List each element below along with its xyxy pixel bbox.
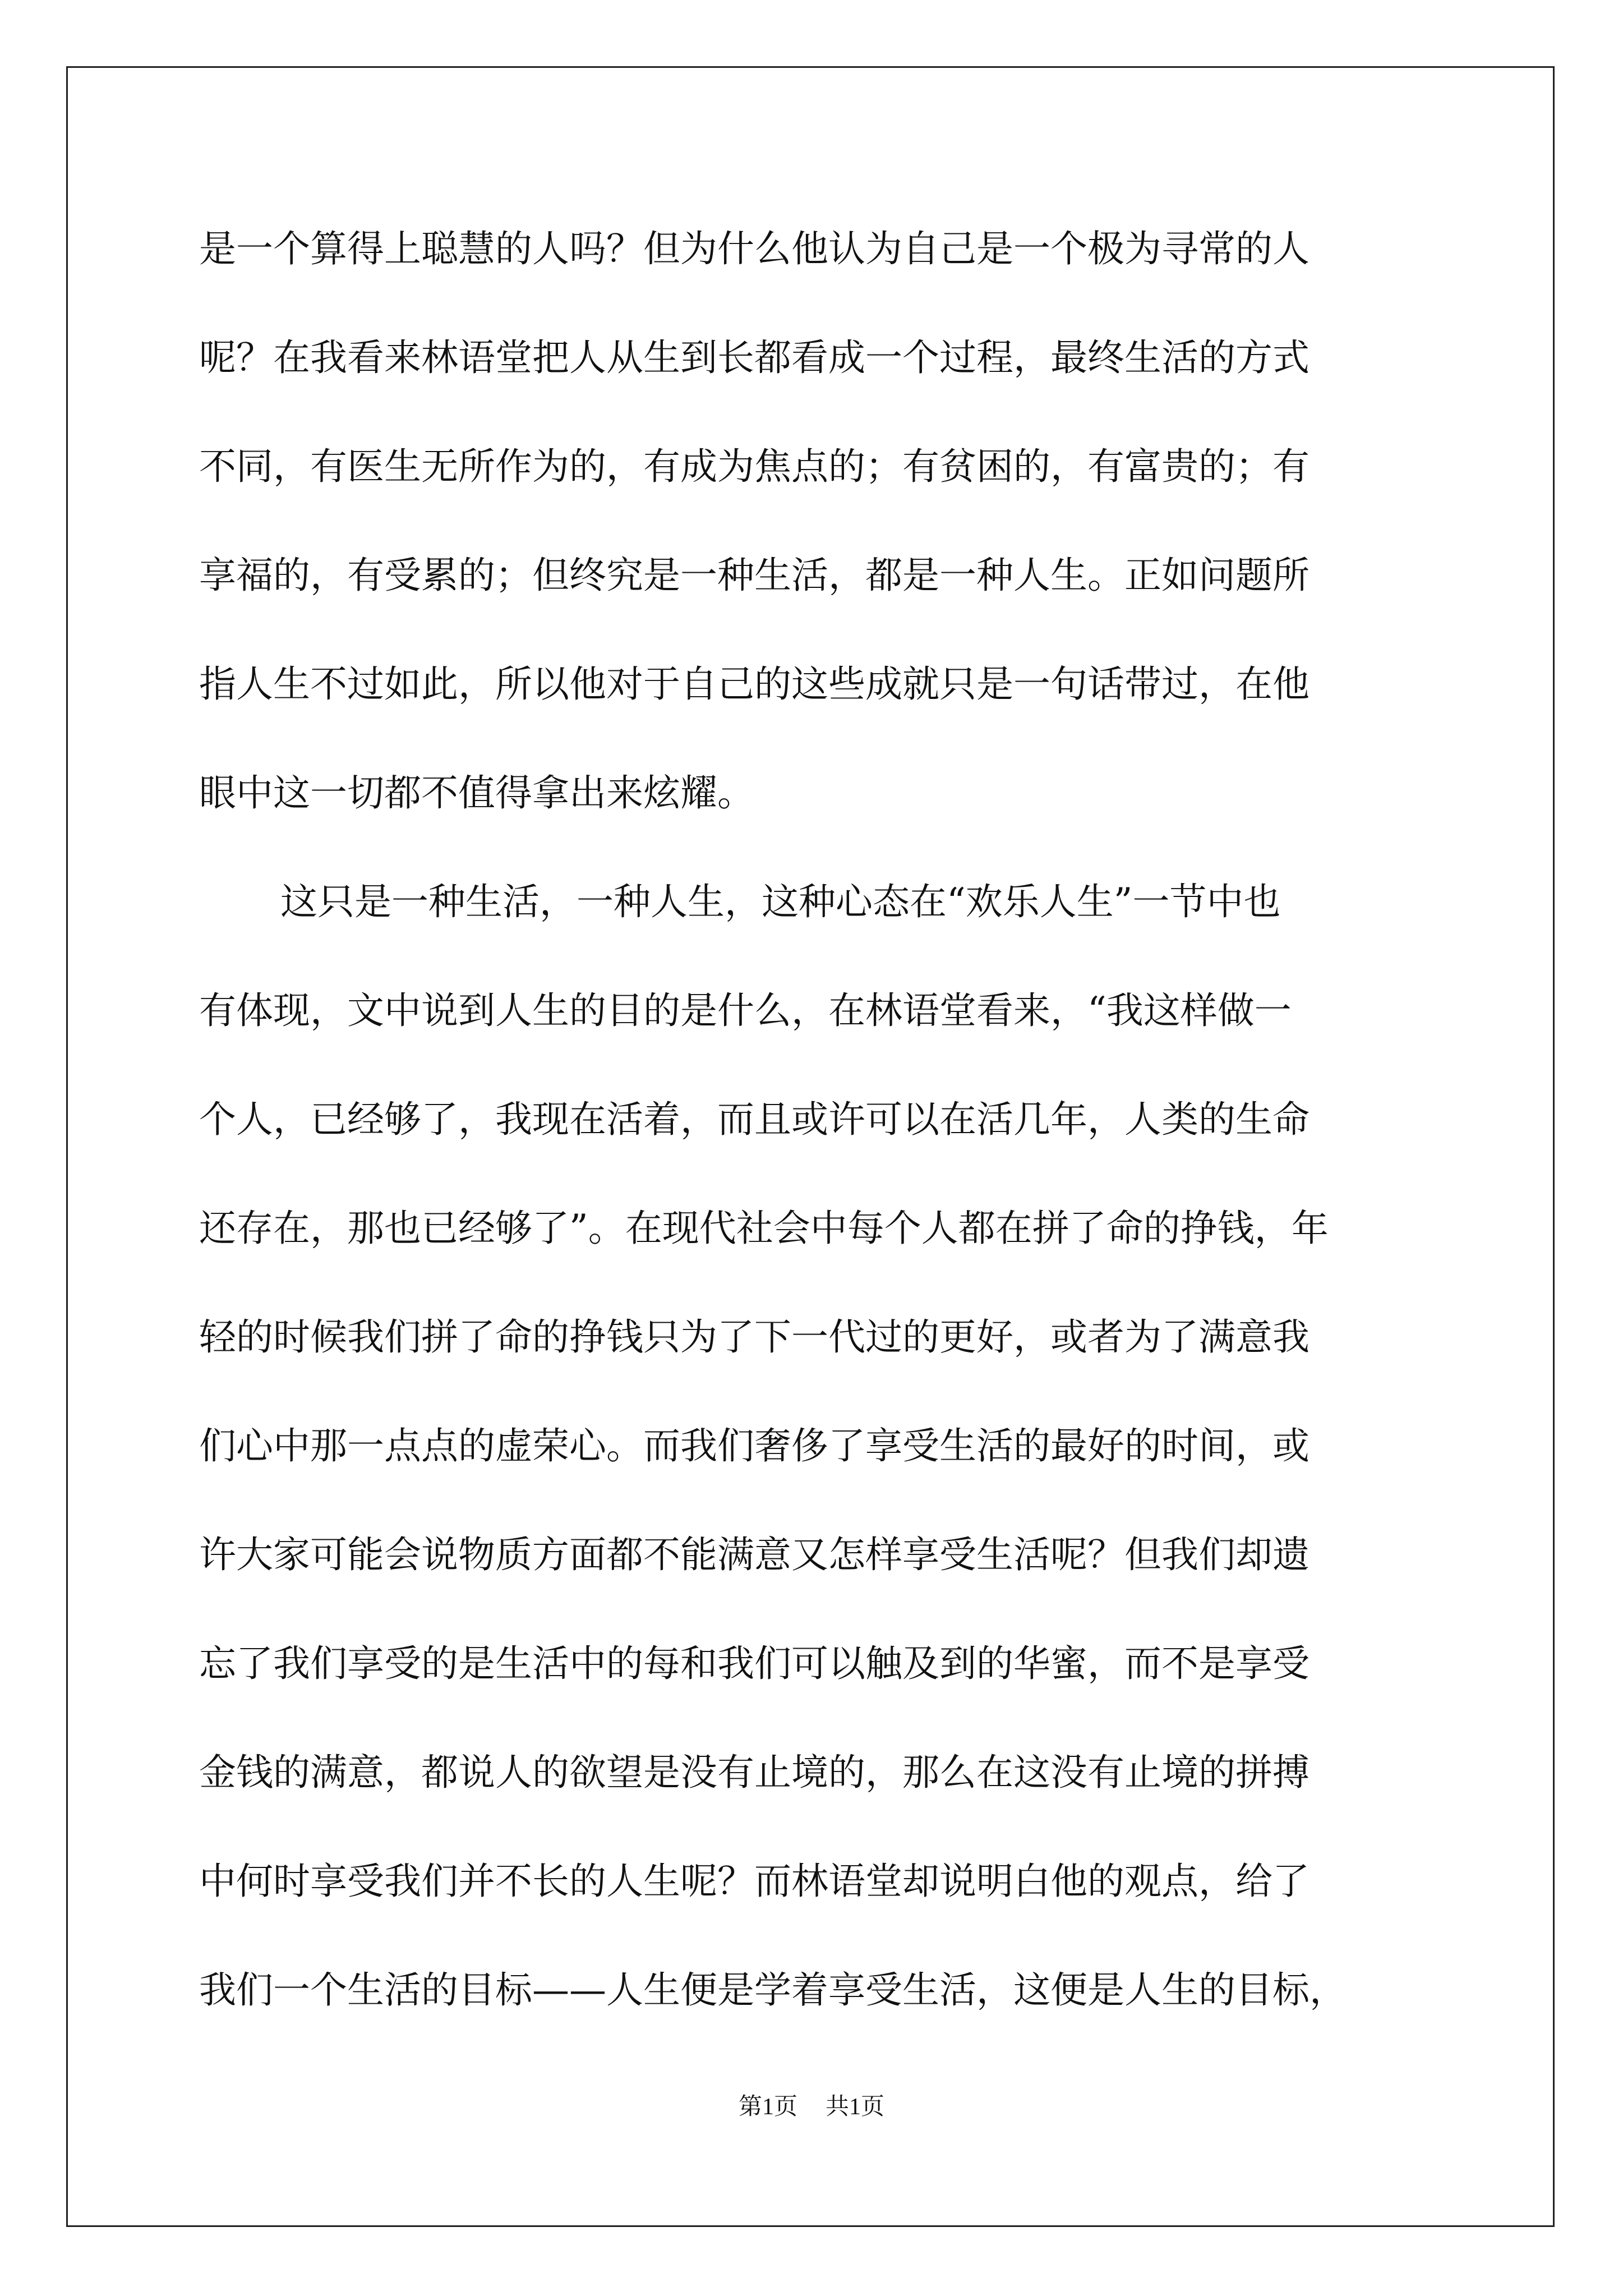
text-line: 金钱的满意，都说人的欲望是没有止境的，那么在这没有止境的拼搏 bbox=[199, 1751, 1310, 1794]
text-line: 许大家可能会说物质方面都不能满意又怎样享受生活呢？但我们却遗 bbox=[199, 1533, 1310, 1576]
page-number-current: 第1页 bbox=[738, 2094, 797, 2120]
page-footer bbox=[0, 2091, 1623, 2123]
text-line: 个人，已经够了，我现在活着，而且或许可以在活几年，人类的生命 bbox=[199, 1098, 1310, 1141]
text-line: 是一个算得上聪慧的人吗？但为什么他认为自己是一个极为寻常的人 bbox=[199, 227, 1310, 270]
text-line: 我们一个生活的目标——人生便是学着享受生活，这便是人生的目标， bbox=[199, 1968, 1347, 2012]
text-line: 轻的时候我们拼了命的挣钱只为了下一代过的更好，或者为了满意我 bbox=[199, 1315, 1310, 1359]
text-line: 眼中这一切都不值得拿出来炫耀。 bbox=[199, 771, 754, 815]
text-line: 不同，有医生无所作为的，有成为焦点的；有贫困的，有富贵的；有 bbox=[199, 445, 1310, 488]
text-line: 还存在，那也已经够了”。在现代社会中每个人都在拼了命的挣钱，年 bbox=[199, 1207, 1329, 1250]
paragraph-first-line: 这只是一种生活，一种人生，这种心态在“欢乐人生”一节中也 bbox=[280, 880, 1281, 923]
text-line: 呢？在我看来林语堂把人从生到长都看成一个过程，最终生活的方式 bbox=[199, 336, 1310, 379]
text-line: 有体现，文中说到人生的目的是什么，在林语堂看来，“我这样做一 bbox=[199, 989, 1292, 1032]
page-number-total: 共1页 bbox=[826, 2094, 885, 2120]
text-line: 中何时享受我们并不长的人生呢？而林语堂却说明白他的观点，给了 bbox=[199, 1860, 1310, 1903]
text-line: 忘了我们享受的是生活中的每和我们可以触及到的华蜜，而不是享受 bbox=[199, 1642, 1310, 1685]
text-line: 们心中那一点点的虚荣心。而我们奢侈了享受生活的最好的时间，或 bbox=[199, 1424, 1310, 1467]
text-line: 享福的，有受累的；但终究是一种生活，都是一种人生。正如问题所 bbox=[199, 554, 1310, 597]
text-line: 指人生不过如此，所以他对于自己的这些成就只是一句话带过，在他 bbox=[199, 662, 1310, 706]
